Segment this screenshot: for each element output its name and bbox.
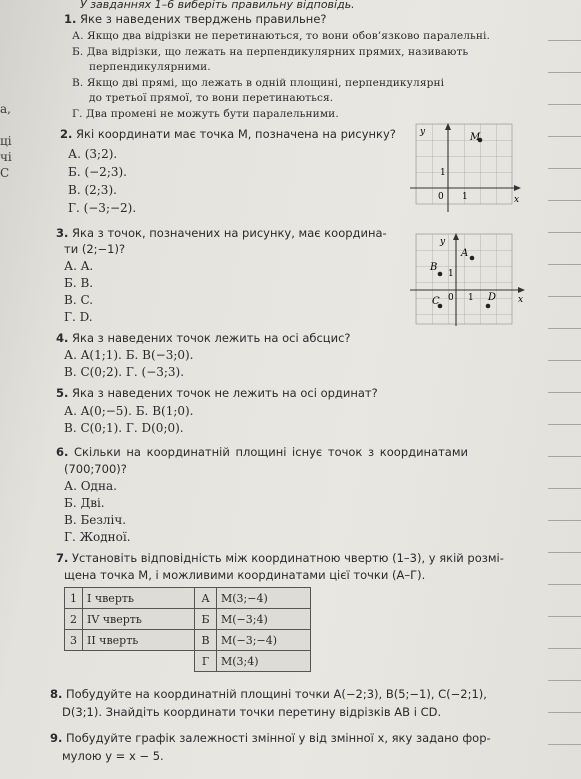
margin-rule <box>548 72 581 73</box>
option-v: В. C. <box>64 293 94 307</box>
question-2 <box>60 127 396 141</box>
margin-rule <box>548 520 581 521</box>
question-number: 8. <box>50 687 63 701</box>
y-label: y <box>440 237 446 247</box>
question-6-cont: (700;700)? <box>64 462 127 476</box>
margin-rule <box>548 392 581 393</box>
option-b: Б. Два відрізки, що лежать на перпендикулярних прямих, називають <box>72 46 469 58</box>
margin-rule <box>548 232 581 233</box>
margin-rule <box>548 488 581 489</box>
quadrant-cell <box>83 651 195 672</box>
margin-rule <box>548 104 581 105</box>
margin-fragment: ці <box>0 134 12 148</box>
option-b: Б. (−2;3). <box>68 165 127 179</box>
x-arrow-icon <box>514 185 521 191</box>
option-a: А. Якщо два відрізки не перетинаються, то вони обов’язково паралельні. <box>72 30 491 42</box>
instructions: У завданнях 1–6 виберіть правильну відповідь. <box>80 0 355 11</box>
question-number: 2. <box>60 127 73 141</box>
margin-rule <box>548 328 581 329</box>
margin-rule <box>548 200 581 201</box>
question-number: 6. <box>56 445 69 459</box>
question-3 <box>56 226 387 240</box>
table-row <box>65 588 311 609</box>
row-number: 2 <box>65 609 83 630</box>
question-number: 4. <box>56 331 69 345</box>
option-a: А. A. <box>64 259 94 273</box>
margin-rule <box>548 264 581 265</box>
option-g: Г. Жодної. <box>64 530 131 544</box>
option-v: В. Безліч. <box>64 513 127 527</box>
option-g: Г. D. <box>64 310 93 324</box>
point-cell: M(−3;4) <box>217 609 311 630</box>
margin-rule <box>548 168 581 169</box>
question-number: 7. <box>56 551 69 565</box>
option-b: Б. Дві. <box>64 496 105 510</box>
option-b: Б. B. <box>64 276 94 290</box>
point-d-label: D <box>488 292 497 303</box>
question-text: Яка з точок, позначених на рисунку, має координа- <box>72 226 387 240</box>
options-row-2: В. C(0;1). Г. D(0;0). <box>64 421 184 435</box>
option-v-cont: до третьої прямої, то вони перетинаються. <box>89 92 334 104</box>
point-cell: M(−3;−4) <box>217 630 311 651</box>
question-9 <box>50 731 491 745</box>
point-b <box>438 272 443 277</box>
option-v: В. (2;3). <box>68 183 117 197</box>
question-number: 3. <box>56 226 69 240</box>
point-b-label: B <box>430 262 438 273</box>
margin-rule <box>548 712 581 713</box>
x-arrow-icon <box>518 287 525 293</box>
margin-fragment: С <box>0 166 10 180</box>
table-row <box>65 609 311 630</box>
question-number: 9. <box>50 731 63 745</box>
question-7 <box>56 551 504 565</box>
margin-rule <box>548 360 581 361</box>
question-6 <box>56 445 468 459</box>
point-cell: M(3;−4) <box>217 588 311 609</box>
question-9-cont: мулою y = x − 5. <box>62 749 164 763</box>
question-number: 5. <box>56 386 69 400</box>
question-text: Яка з наведених точок не лежить на осі ординат? <box>72 386 378 400</box>
question-8-cont: D(3;1). Знайдіть координати точки перетину відрізків AB і CD. <box>62 705 442 719</box>
q3-coordinate-figure <box>410 232 530 328</box>
question-text: Побудуйте на координатній площині точки A(−2;3), B(5;−1), C(−2;1), <box>66 687 487 701</box>
row-number: 1 <box>65 588 83 609</box>
origin-label: 0 <box>448 293 454 303</box>
point-c-label: C <box>432 296 440 307</box>
margin-rule <box>548 296 581 297</box>
option-letter: А <box>195 588 217 609</box>
x-unit-label: 1 <box>462 192 468 202</box>
point-cell: M(3;4) <box>217 651 311 672</box>
options-row-1: А. A(1;1). Б. B(−3;0). <box>64 348 194 362</box>
question-text: Яка з наведених точок лежить на осі абсцис? <box>72 331 351 345</box>
margin-rule <box>548 648 581 649</box>
question-1 <box>64 12 327 26</box>
option-g: Г. (−3;−2). <box>68 201 137 215</box>
option-b-cont: перпендикулярними. <box>89 61 211 73</box>
origin-label: 0 <box>438 192 444 202</box>
options-row-1: А. A(0;−5). Б. B(1;0). <box>64 404 194 418</box>
options-row-2: В. C(0;2). Г. (−3;3). <box>64 365 185 379</box>
question-5 <box>56 386 378 400</box>
point-d <box>486 304 491 309</box>
matching-table <box>64 587 311 672</box>
question-text: Побудуйте графік залежності змінної y від змінної x, яку задано фор- <box>66 731 491 745</box>
quadrant-cell: II чверть <box>83 630 195 651</box>
margin-fragment: чі <box>0 150 12 164</box>
option-a: А. (3;2). <box>68 147 118 161</box>
margin-fragment: а, <box>0 102 11 116</box>
margin-rule <box>548 40 581 41</box>
margin-rule <box>548 584 581 585</box>
margin-rule <box>548 552 581 553</box>
y-label: y <box>420 127 426 137</box>
question-8 <box>50 687 487 701</box>
quadrant-cell: I чверть <box>83 588 195 609</box>
quadrant-cell: IV чверть <box>83 609 195 630</box>
table-row <box>65 630 311 651</box>
option-letter: В <box>195 630 217 651</box>
margin-rule <box>548 456 581 457</box>
table-row <box>65 651 311 672</box>
option-g: Г. Два промені не можуть бути паралельними. <box>72 108 339 120</box>
option-letter: Г <box>195 651 217 672</box>
option-letter: Б <box>195 609 217 630</box>
q2-coordinate-figure <box>410 122 522 214</box>
margin-rule <box>548 744 581 745</box>
row-number <box>65 651 83 672</box>
y-unit-label: 1 <box>448 269 454 279</box>
x-unit-label: 1 <box>468 293 474 303</box>
margin-rule <box>548 136 581 137</box>
question-number: 1. <box>64 12 77 26</box>
margin-rule <box>548 424 581 425</box>
row-number: 3 <box>65 630 83 651</box>
point-a <box>470 256 475 261</box>
question-text: Установіть відповідність між координатною чвертю (1–3), у якій розмі- <box>72 551 504 565</box>
y-unit-label: 1 <box>440 168 446 178</box>
question-7-cont: щена точка M, і можливими координатами цієї точки (А–Г). <box>64 568 426 582</box>
question-text: Яке з наведених тверджень правильне? <box>80 12 327 26</box>
margin-rule <box>548 680 581 681</box>
option-v: В. Якщо дві прямі, що лежать в одній площині, перпендикулярні <box>72 77 445 89</box>
point-m-label: M <box>470 132 481 143</box>
question-3-cont: ти (2;−1)? <box>64 242 126 256</box>
margin-rule <box>548 616 581 617</box>
x-label: x <box>518 295 524 305</box>
point-a-label: A <box>461 248 469 259</box>
option-a: А. Одна. <box>64 479 117 493</box>
question-text: Які координати має точка M, позначена на рисунку? <box>76 127 396 141</box>
question-text: Скільки на координатній площині існує точок з координатами <box>74 445 469 459</box>
x-label: x <box>514 195 520 205</box>
question-4 <box>56 331 351 345</box>
